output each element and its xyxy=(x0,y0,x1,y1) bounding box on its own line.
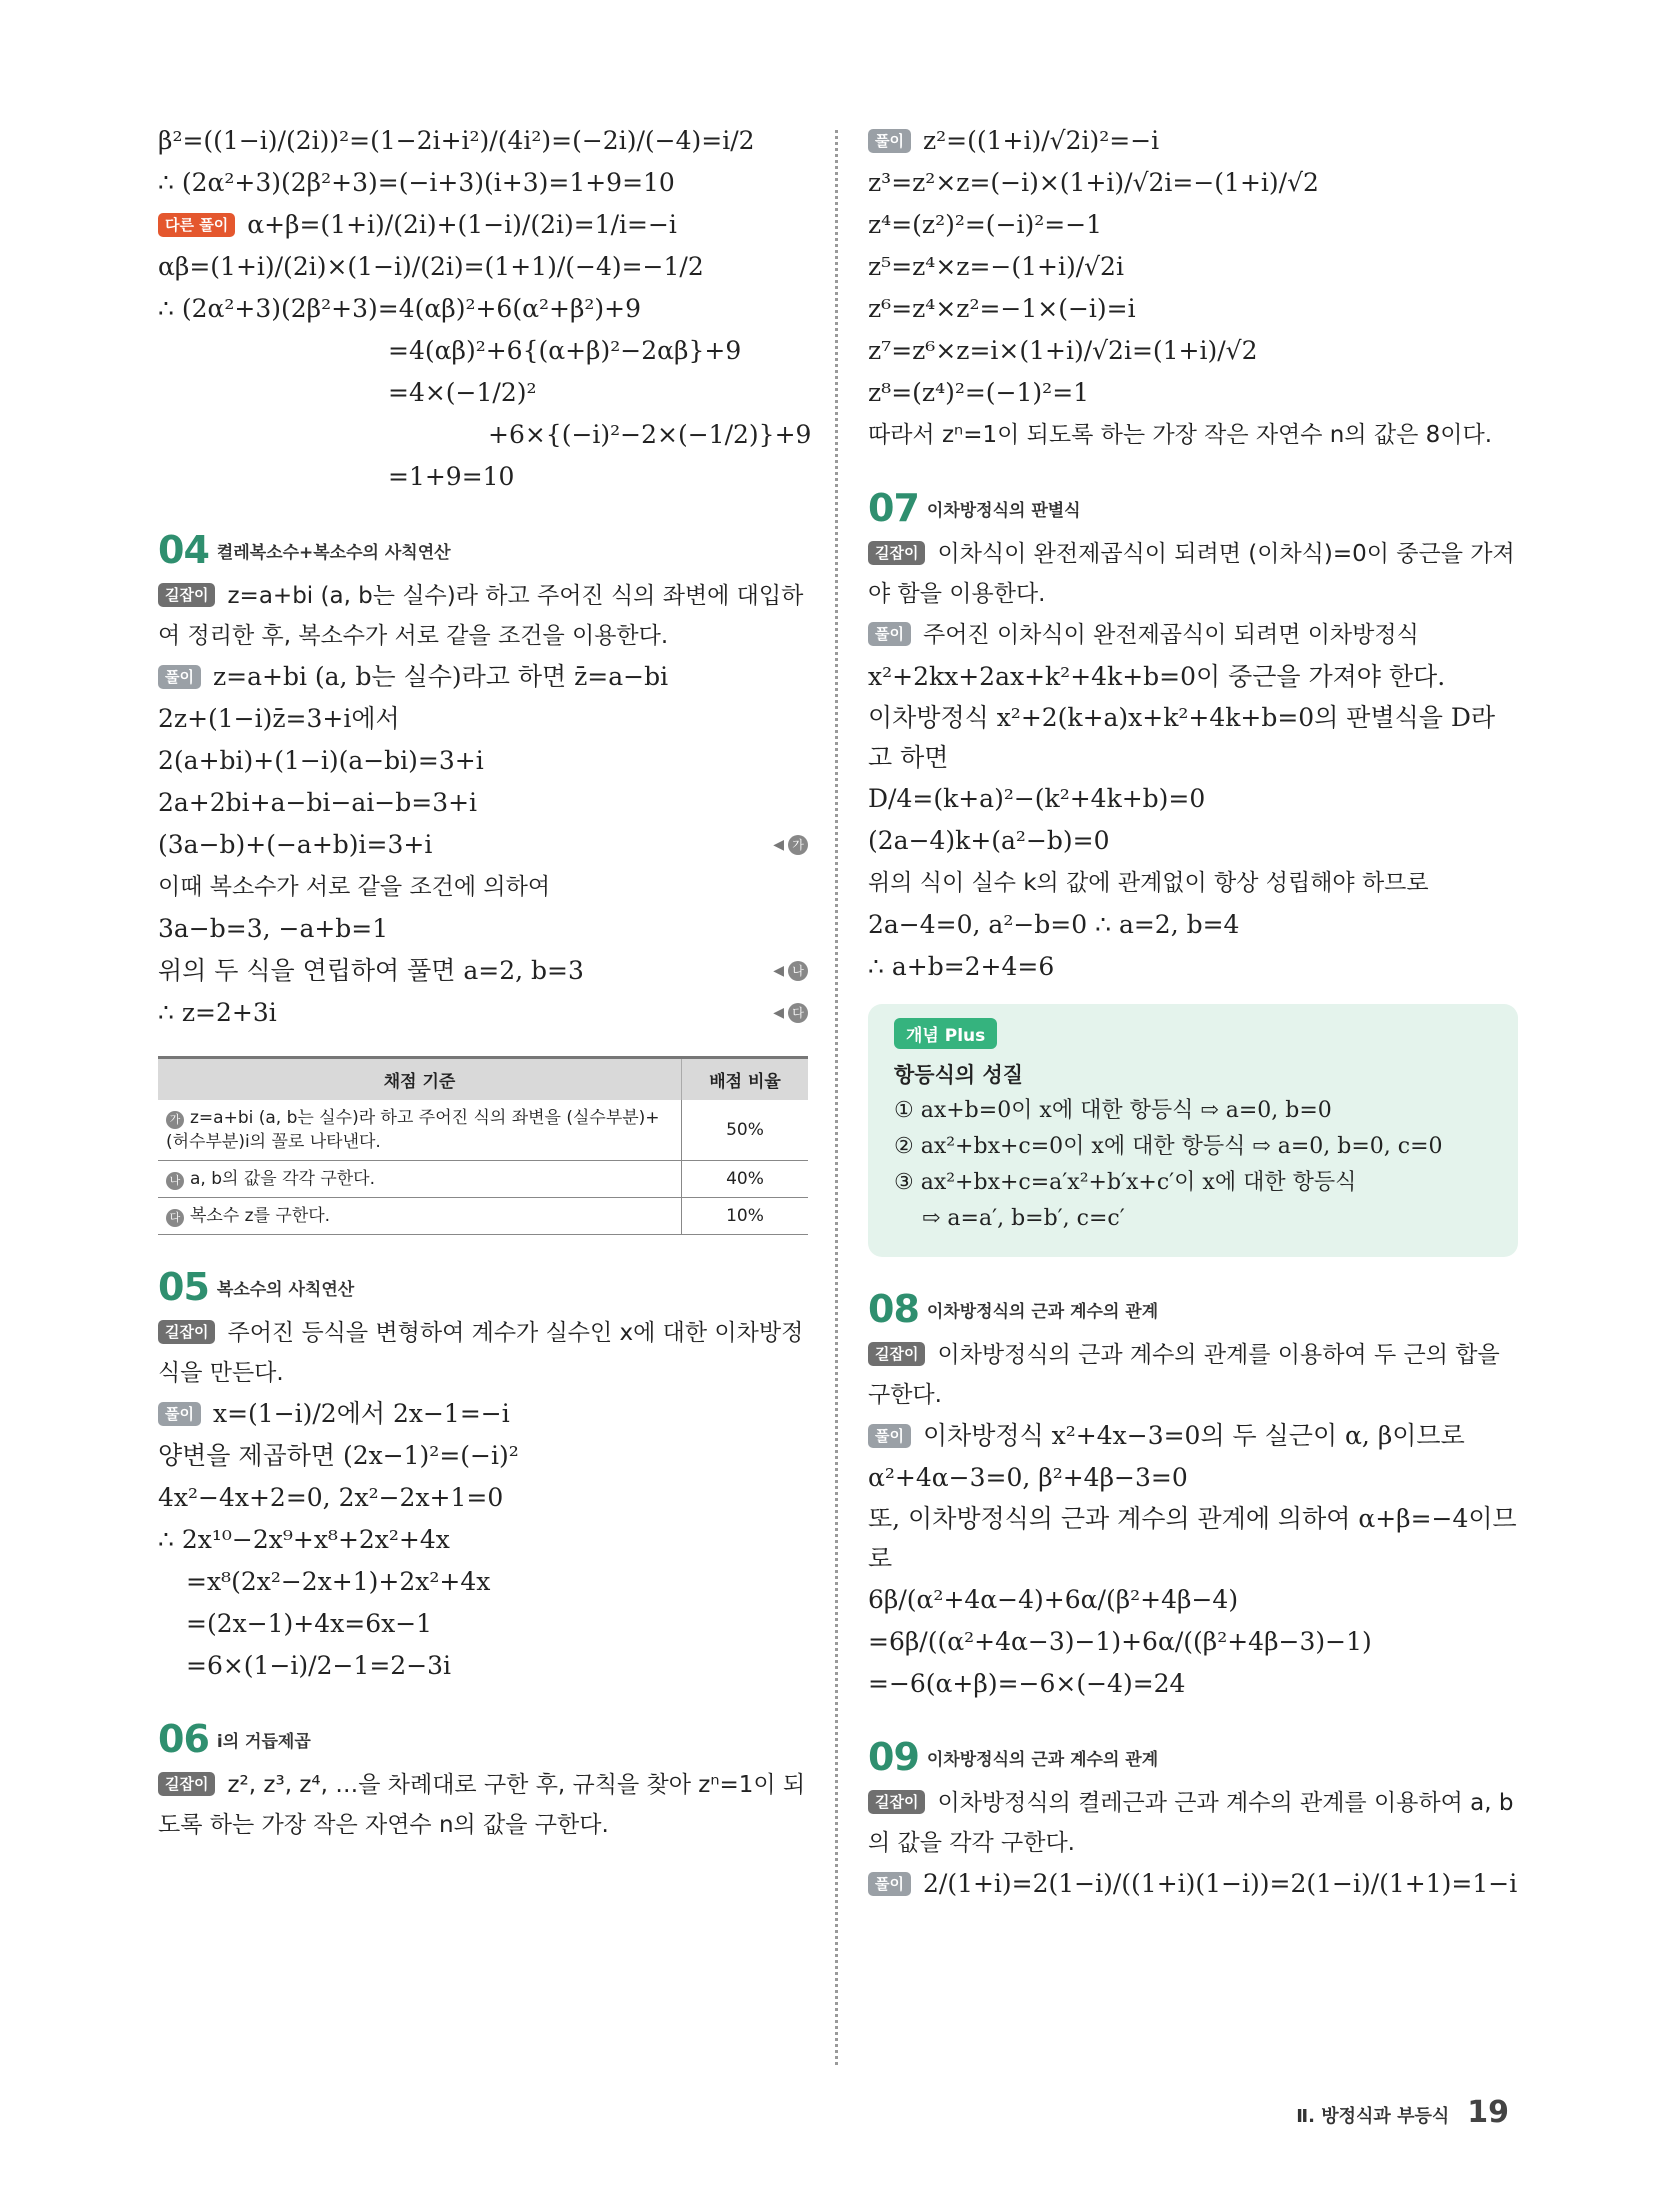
table-row: 나 a, b의 값을 각각 구한다. 40% xyxy=(158,1161,808,1198)
section-number: 07 xyxy=(868,486,919,530)
section-title: 이차방정식의 판별식 xyxy=(926,500,1081,521)
math-line: z³=z²×z=(−i)×(1+i)/√2i=−(1+i)/√2 xyxy=(868,168,1319,197)
math-line: (2a−4)k+(a²−b)=0 xyxy=(868,826,1110,855)
math-line: =1+9=10 xyxy=(388,462,515,491)
section-number: 04 xyxy=(158,528,209,572)
text-line: 이때 복소수가 서로 같을 조건에 의하여 xyxy=(158,874,551,900)
right-column xyxy=(868,120,1518,1905)
section-title: 켤레복소수+복소수의 사칙연산 xyxy=(216,542,451,563)
math-line: 이차방정식 x²+2(k+a)x+k²+4k+b=0의 판별식을 D라고 하면 xyxy=(868,703,1496,772)
column-header: 배점 비율 xyxy=(682,1058,809,1101)
math-line: =4×(−1/2)² xyxy=(388,378,537,407)
math-line: z²=((1+i)/√2i)²=−i xyxy=(922,126,1160,155)
math-line: 2a−4=0, a²−b=0 ∴ a=2, b=4 xyxy=(868,910,1240,939)
column-divider xyxy=(835,130,838,2065)
step-marker: ◀ 다 xyxy=(773,992,808,1034)
criterion-marker: 나 xyxy=(166,1172,184,1190)
math-line: x²+2kx+2ax+k²+4k+b=0이 중근을 가져야 한다. xyxy=(868,662,1446,691)
concept-plus-tag: 개념 Plus xyxy=(894,1018,997,1049)
math-line: 4x²−4x+2=0, 2x²−2x+1=0 xyxy=(158,1483,504,1512)
guide-badge: 길잡이 xyxy=(158,1320,215,1344)
solution-line: 풀이 주어진 이차식이 완전제곱식이 되려면 이차방정식 xyxy=(868,614,1518,656)
text-line: 위의 식이 실수 k의 값에 관계없이 항상 성립해야 하므로 xyxy=(868,870,1429,896)
criterion-marker: 가 xyxy=(166,1111,184,1129)
table-row: 다 복소수 z를 구한다. 10% xyxy=(158,1198,808,1235)
table-header-row xyxy=(158,1058,808,1101)
section-heading-08 xyxy=(868,1287,1518,1331)
grading-table xyxy=(158,1056,808,1235)
section-number: 09 xyxy=(868,1735,919,1779)
table-row: 가 z=a+bi (a, b는 실수)라 하고 주어진 식의 좌변을 (실수부분)+(허수부분)i의 꼴로 나타낸다. 50% xyxy=(158,1100,808,1161)
math-line: ∴ 2x¹⁰−2x⁹+x⁸+2x²+4x xyxy=(158,1525,450,1554)
math-line: z⁶=z⁴×z²=−1×(−i)=i xyxy=(868,294,1136,323)
concept-plus-box xyxy=(868,1004,1518,1257)
section-number: 08 xyxy=(868,1287,919,1331)
step-marker: ◀ 가 xyxy=(773,824,808,866)
math-line: z⁴=(z²)²=(−i)²=−1 xyxy=(868,210,1103,239)
math-line: 2(a+bi)+(1−i)(a−bi)=3+i xyxy=(158,746,484,775)
math-line: αβ=(1+i)/(2i)×(1−i)/(2i)=(1+1)/(−4)=−1/2 xyxy=(158,252,704,281)
section-heading-05 xyxy=(158,1265,808,1309)
section-title: i의 거듭제곱 xyxy=(216,1731,311,1752)
section-number: 06 xyxy=(158,1717,209,1761)
guide-badge: 길잡이 xyxy=(868,541,925,565)
guide-text: 길잡이 이차방정식의 켤레근과 근과 계수의 관계를 이용하여 a, b의 값을 각각 구한다. xyxy=(868,1790,1514,1856)
math-line: 6β/(α²+4α−4)+6α/(β²+4β−4) xyxy=(868,1585,1239,1614)
section-number: 05 xyxy=(158,1265,209,1309)
math-line: α+β=(1+i)/(2i)+(1−i)/(2i)=1/i=−i xyxy=(247,210,677,239)
math-line: β²=((1−i)/(2i))²=(1−2i+i²)/(4i²)=(−2i)/(−4)=i/2 xyxy=(158,126,755,155)
math-line: =−6(α+β)=−6×(−4)=24 xyxy=(868,1669,1186,1698)
concept-item: ② ax²+bx+c=0이 x에 대한 항등식 ⇨ a=0, b=0, c=0 xyxy=(894,1134,1443,1159)
guide-text: 길잡이 주어진 등식을 변형하여 계수가 실수인 x에 대한 이차방정식을 만든다. xyxy=(158,1320,804,1386)
section-heading-04 xyxy=(158,528,808,572)
math-line: ∴ a+b=2+4=6 xyxy=(868,952,1055,981)
section-heading-09 xyxy=(868,1735,1518,1779)
guide-badge: 길잡이 xyxy=(868,1342,925,1366)
guide-badge: 길잡이 xyxy=(868,1790,925,1814)
solution-line xyxy=(868,120,1518,162)
concept-plus-title: 항등식의 성질 xyxy=(894,1063,1024,1087)
math-line: =4(αβ)²+6{(α+β)²−2αβ}+9 xyxy=(388,336,742,365)
guide-text: 길잡이 이차식이 완전제곱식이 되려면 (이차식)=0이 중근을 가져야 함을 이용한다. xyxy=(868,541,1515,607)
criterion-marker: 다 xyxy=(166,1209,184,1227)
section-title: 복소수의 사칙연산 xyxy=(216,1279,355,1300)
math-line: =(2x−1)+4x=6x−1 xyxy=(186,1609,433,1638)
solution-badge: 풀이 xyxy=(158,1402,201,1426)
solution-badge: 풀이 xyxy=(158,665,201,689)
guide-text: 길잡이 z=a+bi (a, b는 실수)라 하고 주어진 식의 좌변에 대입하여 정리한 후, 복소수가 서로 같을 조건을 이용한다. xyxy=(158,583,804,649)
column-header: 채점 기준 xyxy=(158,1058,682,1101)
section-title: 이차방정식의 근과 계수의 관계 xyxy=(926,1749,1159,1770)
math-line: =6×(1−i)/2−1=2−3i xyxy=(186,1651,452,1680)
section-title: 이차방정식의 근과 계수의 관계 xyxy=(926,1301,1159,1322)
math-line: 또, 이차방정식의 근과 계수의 관계에 의하여 α+β=−4이므로 xyxy=(868,1504,1517,1573)
solution-line xyxy=(158,1393,808,1435)
guide-text: 길잡이 z², z³, z⁴, …을 차례대로 구한 후, 규칙을 찾아 zⁿ=1이 되도록 하는 가장 작은 자연수 n의 값을 구한다. xyxy=(158,1772,806,1838)
math-line: ∴ (2α²+3)(2β²+3)=4(αβ)²+6(α²+β²)+9 xyxy=(158,294,642,323)
concept-item: ① ax+b=0이 x에 대한 항등식 ⇨ a=0, b=0 xyxy=(894,1098,1332,1123)
math-line: =x⁸(2x²−2x+1)+2x²+4x xyxy=(186,1567,491,1596)
solution-badge: 풀이 xyxy=(868,129,911,153)
math-line-marked: 위의 두 식을 연립하여 풀면 a=2, b=3 ◀ 나 xyxy=(158,950,808,992)
math-line: x=(1−i)/2에서 2x−1=−i xyxy=(212,1399,510,1428)
math-line: z⁸=(z⁴)²=(−1)²=1 xyxy=(868,378,1090,407)
step-marker: ◀ 나 xyxy=(773,950,808,992)
solution-line: 풀이 이차방정식 x²+4x−3=0의 두 실근이 α, β이므로 xyxy=(868,1415,1518,1457)
solution-badge: 풀이 xyxy=(868,1424,911,1448)
concept-item: ⇨ a=a′, b=b′, c=c′ xyxy=(922,1206,1125,1231)
math-line: 2z+(1−i)z̄=3+i에서 xyxy=(158,704,400,733)
math-line: α²+4α−3=0, β²+4β−3=0 xyxy=(868,1463,1188,1492)
guide-text: 길잡이 이차방정식의 근과 계수의 관계를 이용하여 두 근의 합을 구한다. xyxy=(868,1342,1500,1408)
solution-badge: 풀이 xyxy=(868,1872,911,1896)
math-line: =6β/((α²+4α−3)−1)+6α/((β²+4β−3)−1) xyxy=(868,1627,1372,1656)
page-number: 19 xyxy=(1467,2095,1509,2130)
guide-badge: 길잡이 xyxy=(158,583,215,607)
section-heading-07 xyxy=(868,486,1518,530)
solution-badge: 풀이 xyxy=(868,622,911,646)
math-line: ∴ (2α²+3)(2β²+3)=(−i+3)(i+3)=1+9=10 xyxy=(158,168,675,197)
section-heading-06 xyxy=(158,1717,808,1761)
solution-line xyxy=(158,656,808,698)
math-line: 3a−b=3, −a+b=1 xyxy=(158,914,389,943)
alt-solution-badge: 다른 풀이 xyxy=(158,213,235,237)
concept-item: ③ ax²+bx+c=a′x²+b′x+c′이 x에 대한 항등식 xyxy=(894,1170,1357,1195)
math-line: z⁷=z⁶×z=i×(1+i)/√2i=(1+i)/√2 xyxy=(868,336,1258,365)
solution-line: 풀이 2/(1+i)=2(1−i)/((1+i)(1−i))=2(1−i)/(1+1)=1−i xyxy=(868,1863,1518,1905)
left-column xyxy=(158,120,812,1845)
math-line: z=a+bi (a, b는 실수)라고 하면 z̄=a−bi xyxy=(212,662,669,691)
math-line: D/4=(k+a)²−(k²+4k+b)=0 xyxy=(868,784,1206,813)
page-footer xyxy=(1296,2095,1509,2130)
math-line: 2a+2bi+a−bi−ai−b=3+i xyxy=(158,788,478,817)
chapter-label: Ⅱ. 방정식과 부등식 xyxy=(1296,2106,1450,2127)
alt-solution-line xyxy=(158,204,808,246)
math-line: +6×{(−i)²−2×(−1/2)}+9 xyxy=(488,420,812,449)
math-line: 양변을 제곱하면 (2x−1)²=(−i)² xyxy=(158,1441,519,1470)
math-line-marked: (3a−b)+(−a+b)i=3+i ◀ 가 xyxy=(158,824,808,866)
text-line: 따라서 zⁿ=1이 되도록 하는 가장 작은 자연수 n의 값은 8이다. xyxy=(868,422,1493,448)
guide-badge: 길잡이 xyxy=(158,1772,215,1796)
math-line-marked: ∴ z=2+3i ◀ 다 xyxy=(158,992,808,1034)
math-line: z⁵=z⁴×z=−(1+i)/√2i xyxy=(868,252,1124,281)
